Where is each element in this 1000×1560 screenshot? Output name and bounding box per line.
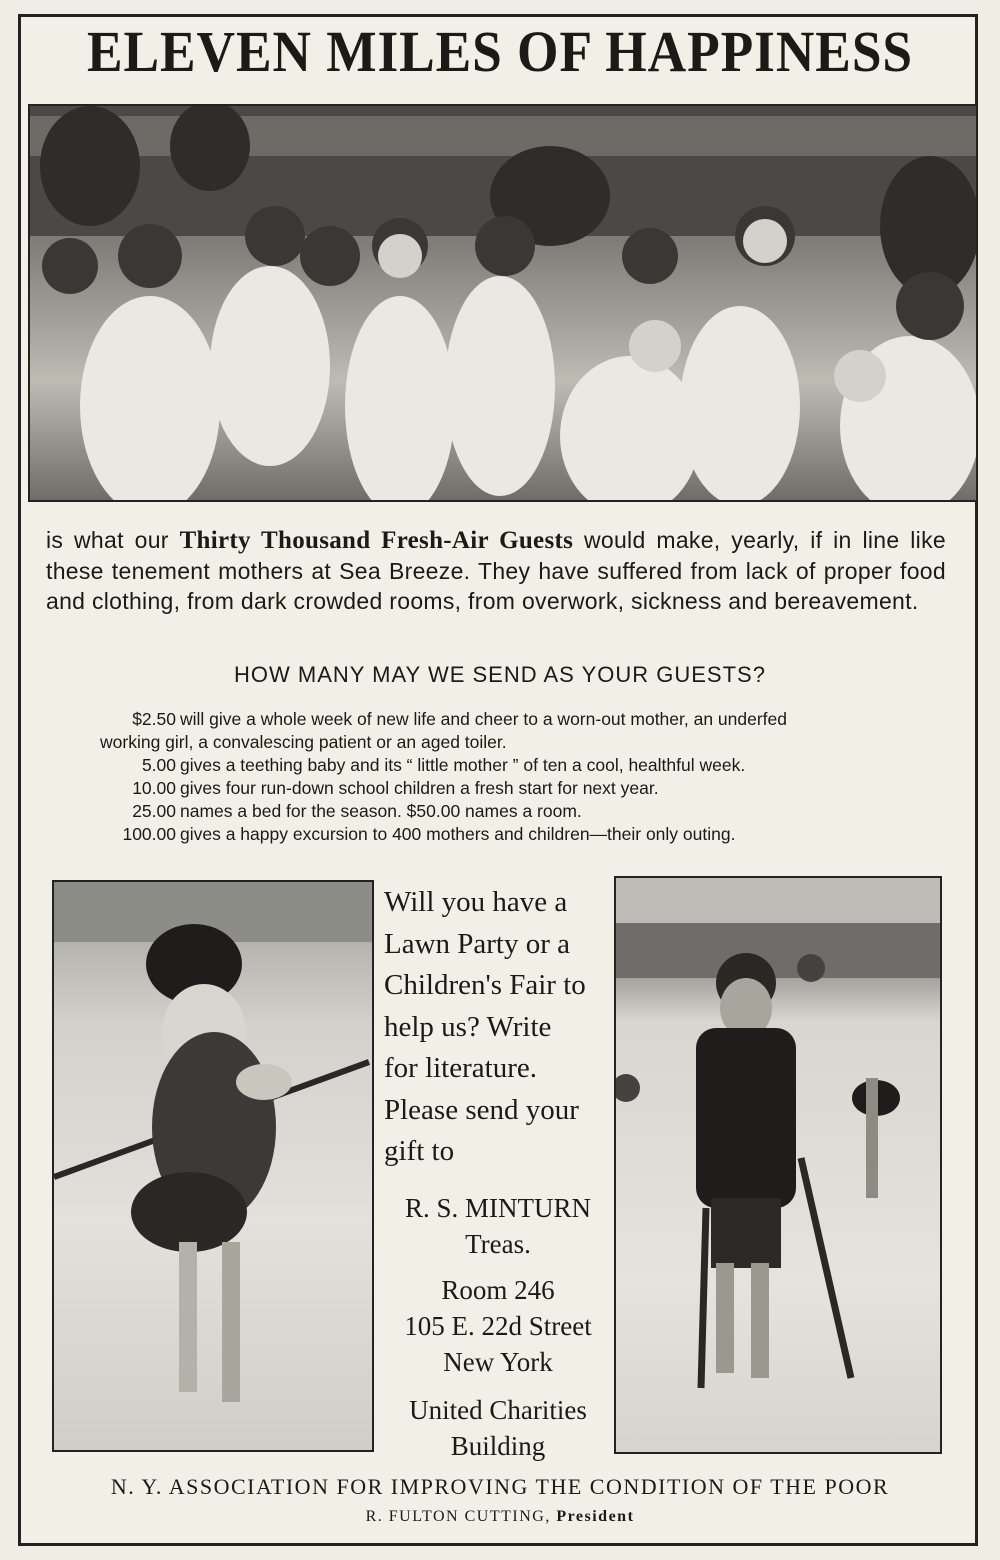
intro-emphasis: Thirty Thousand Fresh-Air Guests <box>179 527 574 554</box>
appeal-line: Children's Fair to <box>384 969 586 1001</box>
beach-girl-illustration <box>54 882 372 1450</box>
building-line: United Charities <box>409 1395 587 1425</box>
gift-list <box>100 708 940 846</box>
appeal-line: Will you have a <box>384 886 568 918</box>
intro-paragraph <box>46 525 946 616</box>
gift-amount: $2.50 <box>132 709 176 729</box>
headline: ELEVEN MILES OF HAPPINESS <box>86 19 914 84</box>
appeal-line: help us? Write <box>384 1010 552 1043</box>
mothers-group-photo <box>28 104 978 502</box>
gift-amount: 5.00 <box>141 755 176 775</box>
guests-question: HOW MANY MAY WE SEND AS YOUR GUESTS? <box>234 662 766 687</box>
treasurer-block <box>384 1190 612 1262</box>
gift-text: gives four run-down school children a fresh start for next year. <box>180 778 659 798</box>
mothers-group-illustration <box>30 106 976 500</box>
crutch-boy-illustration <box>616 878 940 1452</box>
appeal-line: for literature. <box>384 1052 537 1084</box>
building-block <box>384 1392 612 1464</box>
president-line <box>0 1508 1000 1526</box>
appeal-line: Lawn Party or a <box>384 927 571 960</box>
address-line: New York <box>443 1347 553 1377</box>
address-line: 105 E. 22d Street <box>404 1311 592 1341</box>
intro-lead: is what our <box>46 527 169 553</box>
crutch-boy-photo <box>614 876 942 1454</box>
gift-item <box>100 800 940 823</box>
appeal-text <box>384 882 612 1173</box>
treasurer-name: R. S. MINTURN <box>404 1193 592 1223</box>
gift-text: will give a whole week of new life and cheer to a worn-out mother, an underfed <box>180 709 788 729</box>
appeal-line: gift to <box>384 1135 455 1167</box>
president-name: R. FULTON CUTTING, <box>365 1508 551 1525</box>
gift-text: gives a happy excursion to 400 mothers and children—their only outing. <box>180 824 736 844</box>
gift-item <box>100 708 940 731</box>
address-line: Room 246 <box>441 1275 555 1305</box>
intro-rest: would make, yearly, if in line like these tenement mothers at Sea Breeze. They have suffered from lack of proper food and clothing, from dark crowded rooms, from overwork, sickness and bereavement. <box>46 527 946 614</box>
gift-text: names a bed for the season. $50.00 names a room. <box>180 801 582 821</box>
gift-item-continuation: working girl, a convalescing patient or an aged toiler. <box>100 732 507 752</box>
gift-text: gives a teething baby and its “ little mother ” of ten a cool, healthful week. <box>180 755 746 775</box>
building-line: Building <box>450 1431 546 1461</box>
gift-amount: 100.00 <box>122 824 176 844</box>
gift-item <box>100 777 940 800</box>
gift-item <box>100 754 940 777</box>
beach-girl-photo <box>52 880 374 1452</box>
gift-item <box>100 823 940 846</box>
address-block <box>384 1272 612 1380</box>
treasurer-title: Treas. <box>465 1229 531 1259</box>
organization-name: N. Y. ASSOCIATION FOR IMPROVING THE CONDITION OF THE POOR <box>110 1474 890 1499</box>
gift-amount: 10.00 <box>132 778 176 798</box>
gift-amount: 25.00 <box>132 801 176 821</box>
president-title: President <box>556 1508 635 1525</box>
appeal-line: Please send your <box>384 1093 579 1126</box>
